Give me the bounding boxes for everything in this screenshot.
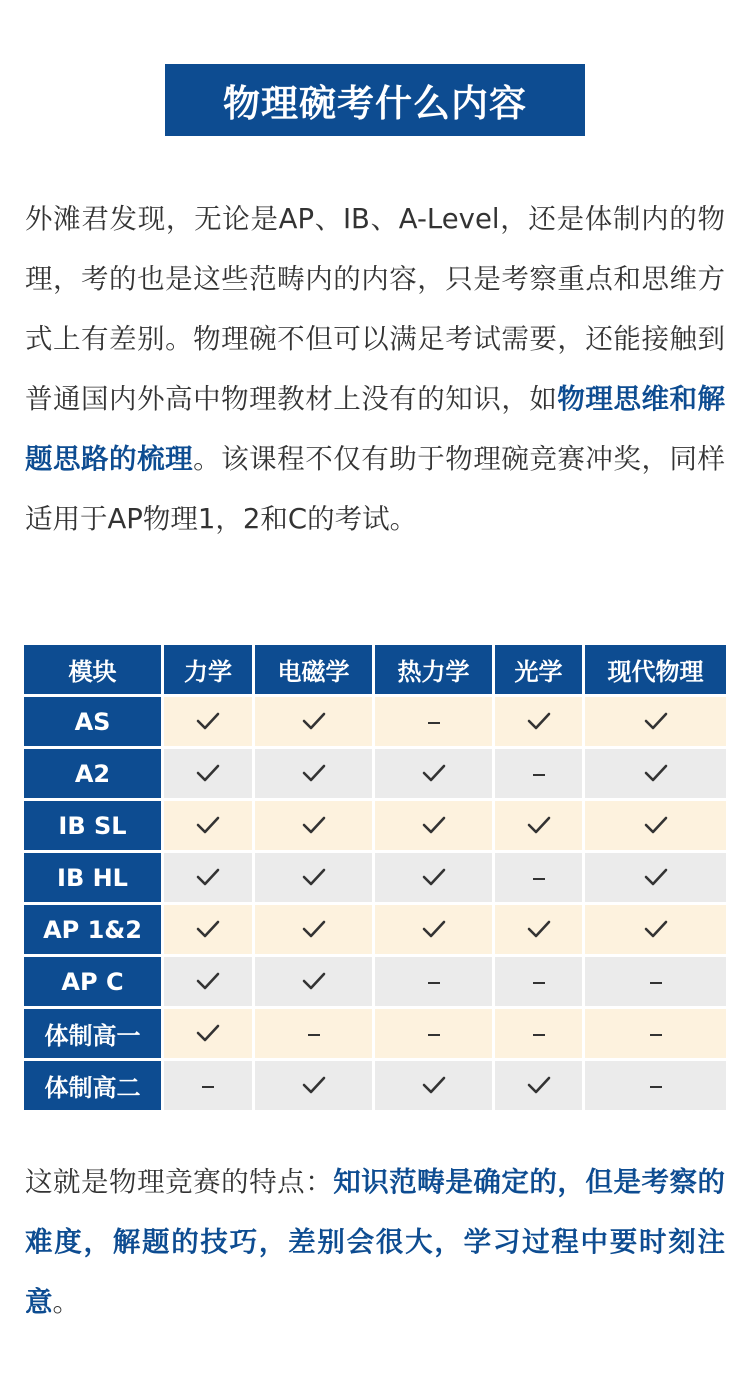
table-cell — [495, 697, 582, 746]
intro-paragraph — [25, 189, 725, 549]
table-cell — [164, 749, 252, 798]
header-module: 模块 — [24, 645, 161, 694]
table-cell — [255, 905, 372, 954]
table-cell — [164, 697, 252, 746]
table-cell — [375, 1061, 492, 1110]
check-icon — [302, 920, 326, 938]
table-cell — [164, 1009, 252, 1058]
curriculum-table — [21, 642, 729, 1113]
dash-icon — [533, 982, 545, 984]
table-cell — [495, 853, 582, 902]
table-cell — [164, 853, 252, 902]
check-icon — [302, 868, 326, 886]
table-cell — [164, 1061, 252, 1110]
dash-icon — [533, 774, 545, 776]
dash-icon — [428, 722, 440, 724]
table-row — [24, 1061, 726, 1110]
table-cell — [255, 1061, 372, 1110]
dash-icon — [533, 1034, 545, 1036]
table-cell — [585, 801, 726, 850]
table-cell — [255, 853, 372, 902]
table-cell — [255, 1009, 372, 1058]
row-label: AP C — [24, 957, 161, 1006]
conclusion-highlight: 知识范畴是确定的，但是考察的难度，解题的技巧，差别会很大，学习过程中要时刻注意 — [25, 1166, 726, 1318]
check-icon — [644, 920, 668, 938]
check-icon — [302, 764, 326, 782]
title-container — [0, 64, 750, 136]
check-icon — [644, 816, 668, 834]
check-icon — [302, 816, 326, 834]
table-cell — [495, 1009, 582, 1058]
row-label: A2 — [24, 749, 161, 798]
table-cell — [375, 1009, 492, 1058]
table-cell — [255, 697, 372, 746]
table-cell — [495, 801, 582, 850]
check-icon — [644, 764, 668, 782]
table-header-row — [24, 645, 726, 694]
check-icon — [422, 764, 446, 782]
table-cell — [495, 749, 582, 798]
check-icon — [422, 868, 446, 886]
table-row — [24, 697, 726, 746]
dash-icon — [650, 1034, 662, 1036]
header-optics: 光学 — [495, 645, 582, 694]
check-icon — [196, 1024, 220, 1042]
table-row — [24, 801, 726, 850]
check-icon — [644, 868, 668, 886]
table-cell — [495, 905, 582, 954]
table-row — [24, 853, 726, 902]
table-cell — [585, 905, 726, 954]
table-cell — [585, 749, 726, 798]
table-cell — [164, 905, 252, 954]
table-cell — [375, 905, 492, 954]
table-cell — [255, 801, 372, 850]
row-label: 体制高一 — [24, 1009, 161, 1058]
dash-icon — [202, 1086, 214, 1088]
check-icon — [196, 868, 220, 886]
conclusion-text-after: 。 — [52, 1286, 80, 1318]
table-cell — [375, 697, 492, 746]
dash-icon — [428, 982, 440, 984]
check-icon — [302, 712, 326, 730]
header-modern-physics: 现代物理 — [585, 645, 726, 694]
check-icon — [527, 920, 551, 938]
table-cell — [375, 853, 492, 902]
check-icon — [422, 1076, 446, 1094]
header-thermodynamics: 热力学 — [375, 645, 492, 694]
dash-icon — [308, 1034, 320, 1036]
check-icon — [527, 816, 551, 834]
conclusion-text-before: 这就是物理竞赛的特点： — [25, 1166, 334, 1198]
row-label: 体制高二 — [24, 1061, 161, 1110]
header-mechanics: 力学 — [164, 645, 252, 694]
table-cell — [375, 957, 492, 1006]
row-label: IB HL — [24, 853, 161, 902]
table-row — [24, 957, 726, 1006]
intro-text-before: 外滩君发现，无论是AP、IB、A-Level，还是体制内的物理，考的也是这些范畴内的内容，只是考察重点和思维方式上有差别。物理碗不但可以满足考试需要，还能接触到普通国内外高中物理教材上没有的知识，如 — [25, 203, 725, 415]
table-cell — [585, 1061, 726, 1110]
header-electromagnetism: 电磁学 — [255, 645, 372, 694]
check-icon — [527, 1076, 551, 1094]
check-icon — [422, 816, 446, 834]
table-cell — [164, 957, 252, 1006]
table-cell — [585, 1009, 726, 1058]
conclusion-paragraph — [25, 1152, 725, 1332]
table-cell — [375, 749, 492, 798]
row-label: IB SL — [24, 801, 161, 850]
intro-text-after: 。该课程不仅有助于物理碗竞赛冲奖，同样适用于AP物理1，2和C的考试。 — [25, 443, 725, 535]
page-title: 物理碗考什么内容 — [165, 64, 585, 136]
check-icon — [302, 1076, 326, 1094]
check-icon — [422, 920, 446, 938]
check-icon — [196, 816, 220, 834]
row-label: AP 1&2 — [24, 905, 161, 954]
dash-icon — [650, 1086, 662, 1088]
intro-highlight: 物理思维和解题思路的梳理 — [25, 383, 726, 475]
check-icon — [302, 972, 326, 990]
check-icon — [196, 972, 220, 990]
table-cell — [495, 957, 582, 1006]
table-cell — [255, 749, 372, 798]
check-icon — [644, 712, 668, 730]
check-icon — [527, 712, 551, 730]
table-cell — [495, 1061, 582, 1110]
check-icon — [196, 764, 220, 782]
table-row — [24, 905, 726, 954]
table-row — [24, 749, 726, 798]
table-row — [24, 1009, 726, 1058]
row-label: AS — [24, 697, 161, 746]
table-cell — [585, 957, 726, 1006]
table-cell — [255, 957, 372, 1006]
dash-icon — [428, 1034, 440, 1036]
table-cell — [375, 801, 492, 850]
dash-icon — [533, 878, 545, 880]
dash-icon — [650, 982, 662, 984]
table-cell — [585, 853, 726, 902]
check-icon — [196, 920, 220, 938]
table-cell — [585, 697, 726, 746]
table-cell — [164, 801, 252, 850]
check-icon — [196, 712, 220, 730]
